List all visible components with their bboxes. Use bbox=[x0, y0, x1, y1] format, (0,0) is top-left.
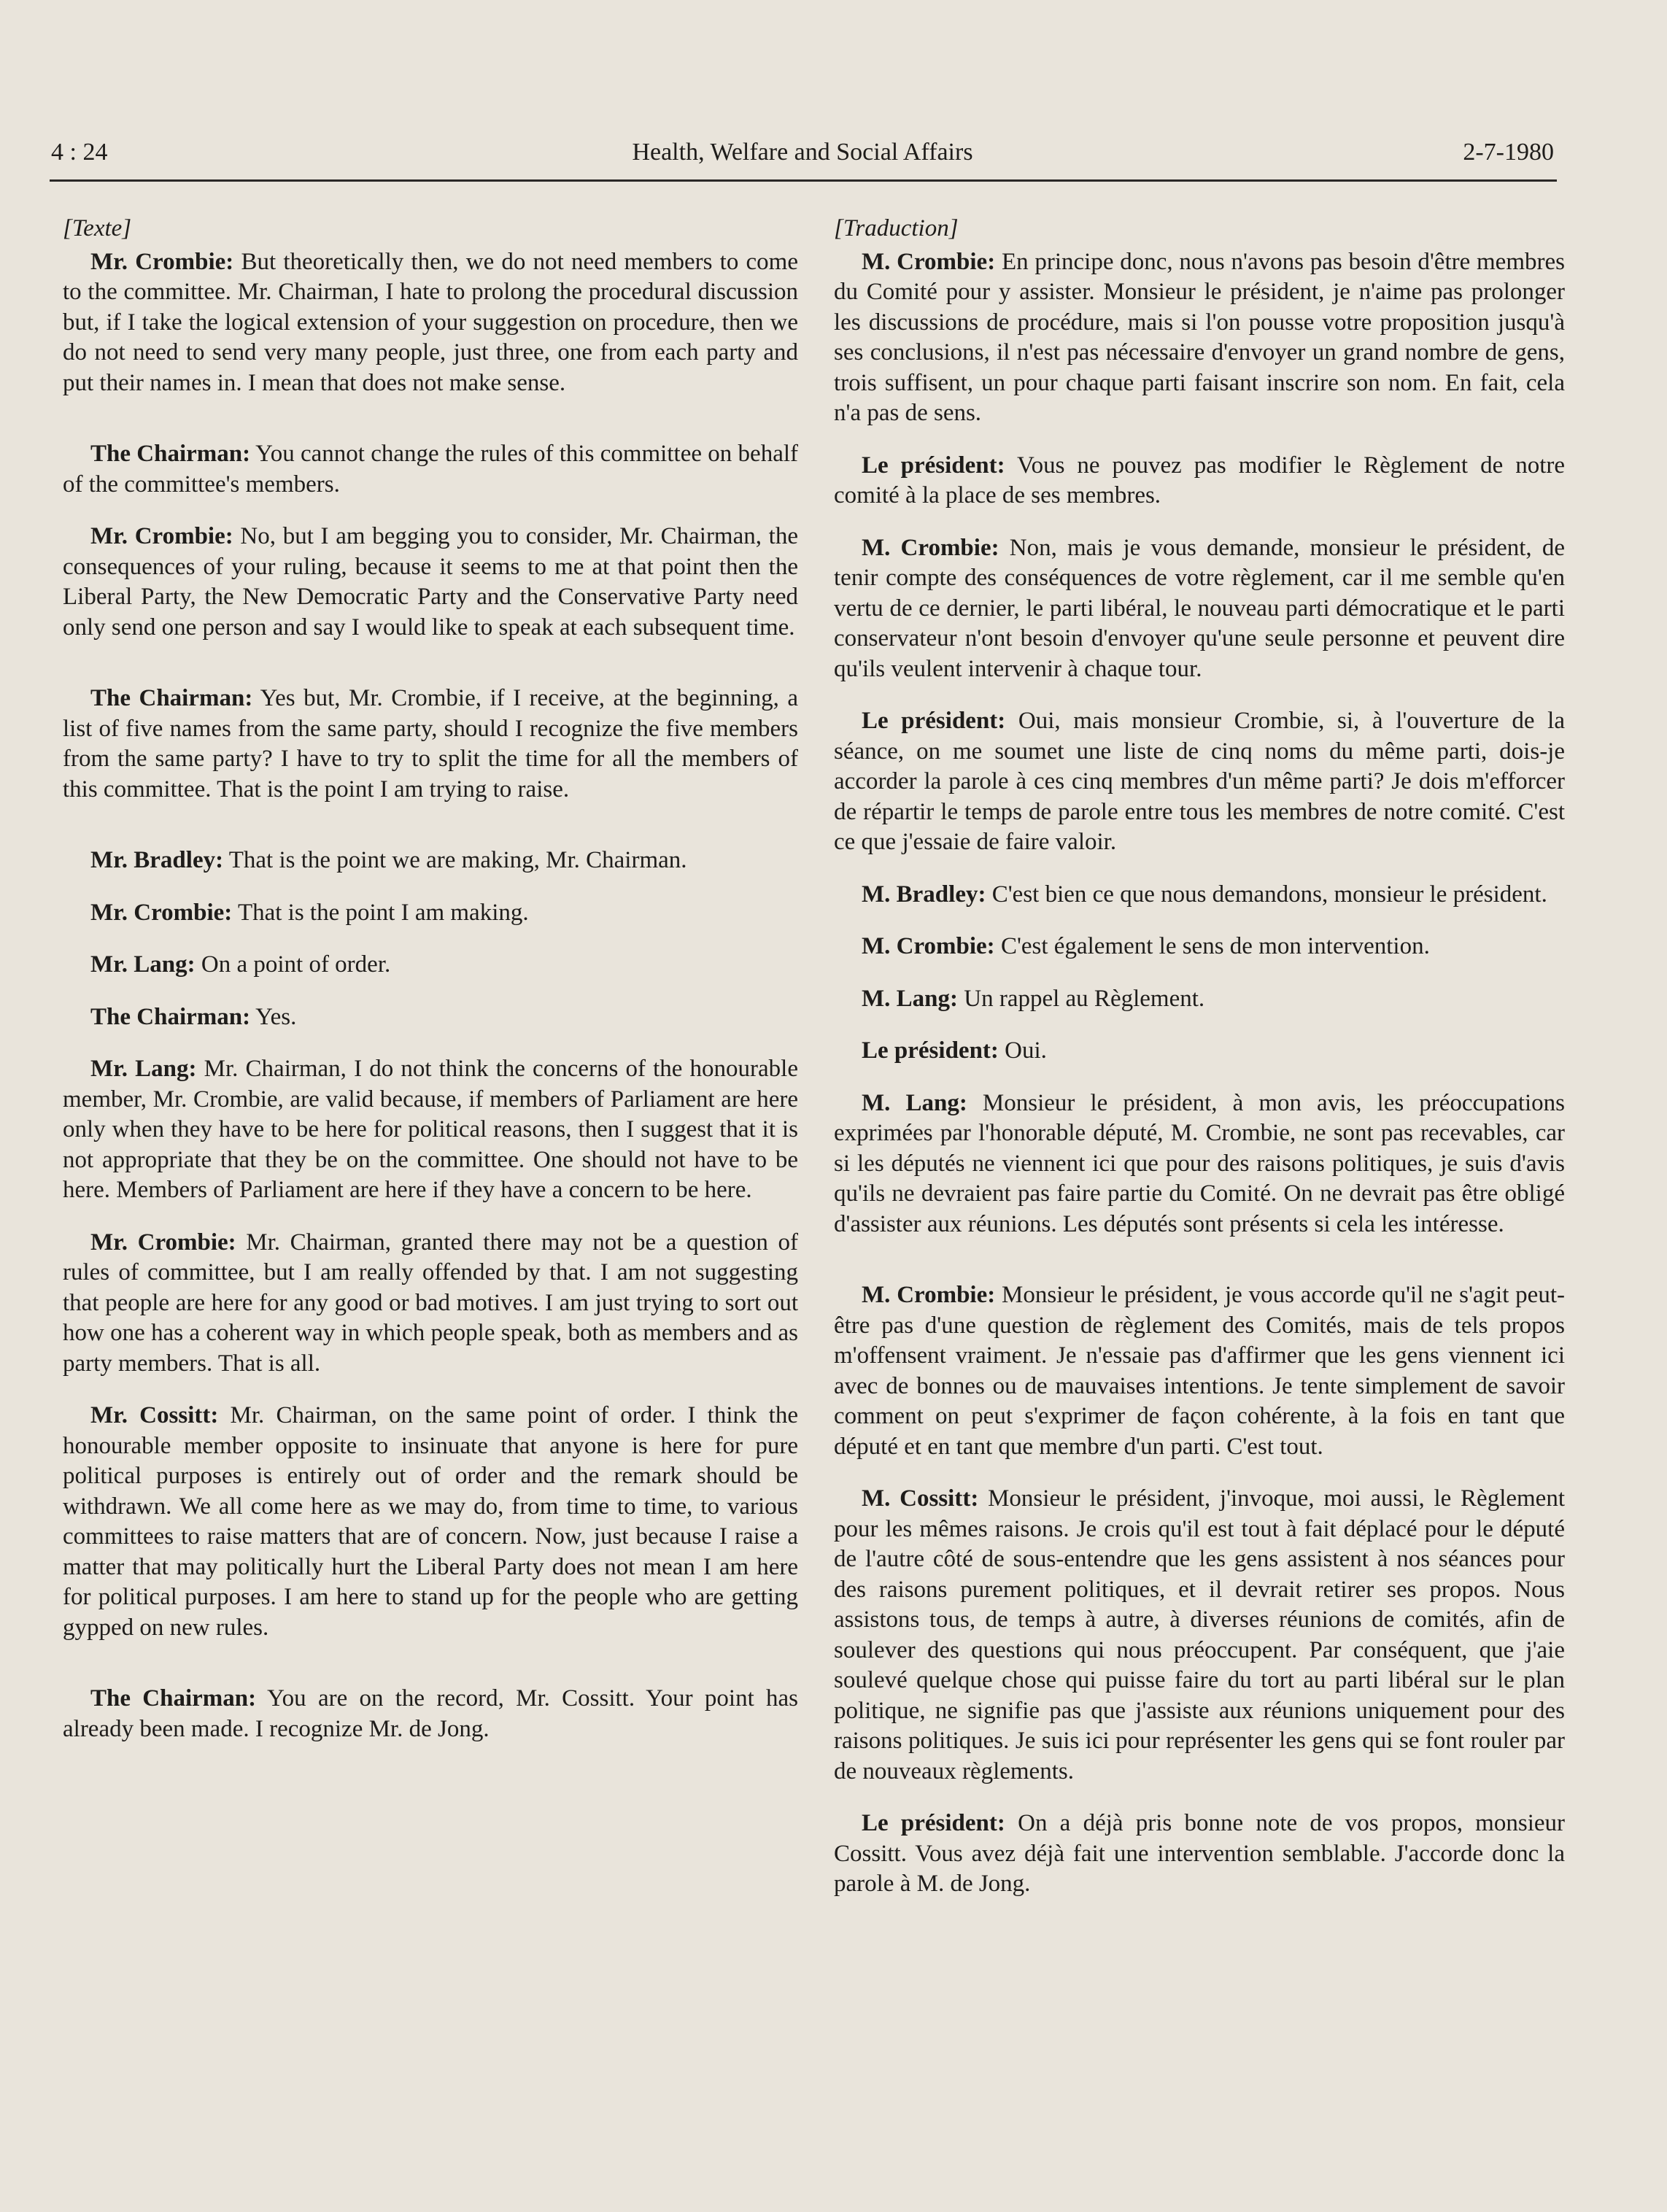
speaker-name: Mr. Crombie: bbox=[90, 899, 233, 926]
publication-title: Health, Welfare and Social Affairs bbox=[632, 139, 973, 166]
speech-text: C'est également le sens de mon intervention. bbox=[994, 933, 1430, 959]
french-paragraph bbox=[834, 533, 1565, 685]
page-number: 4 : 24 bbox=[51, 139, 108, 166]
speaker-name: Le président: bbox=[862, 708, 1006, 734]
speech-text: That is the point I am making. bbox=[232, 899, 529, 926]
speech-text: Mr. Chairman, I do not think the concerns of the honourable member, Mr. Crombie, are valid because, if members of Parliament are here only when they have to be here for political reasons, then I suggest that it is not appropriate that they be on the committee. One should not have to be here. Members of Parliament are here if they have a concern to be here. bbox=[63, 1056, 798, 1203]
page-header bbox=[51, 139, 1554, 174]
speaker-name: Le président: bbox=[862, 1810, 1005, 1836]
speech-text: Monsieur le président, je vous accorde qu'il ne s'agit peut-être pas d'une question de règlement des Comités, mais de tels propos m'offensent vraiment. Je n'essaie pas d'affirmer que les gens viennent ici avec de bonnes ou de mauvaises intentions. Je tente simplement de savoir comment on peut s'exprimer de façon cohérente, à la fois en tant que député et en tant que membre d'un parti. C'est tout. bbox=[834, 1282, 1565, 1460]
speech-text: On a déjà pris bonne note de vos propos, monsieur Cossitt. Vous avez déjà fait une intervention semblable. J'accorde donc la parole à M. de Jong. bbox=[834, 1810, 1565, 1897]
speaker-name: Mr. Crombie: bbox=[90, 1229, 236, 1256]
english-paragraph bbox=[63, 898, 798, 929]
english-paragraph bbox=[63, 950, 798, 981]
english-column-tag: [Texte] bbox=[63, 215, 132, 241]
speech-text: You are on the record, Mr. Cossitt. Your point has already been made. I recognize Mr. de Jong. bbox=[63, 1685, 798, 1742]
french-paragraph bbox=[834, 247, 1565, 429]
speaker-name: M. Lang: bbox=[862, 1089, 967, 1116]
speaker-name: M. Crombie: bbox=[862, 1282, 996, 1308]
speech-text: But theoretically then, we do not need members to come to the committee. Mr. Chairman, I hate to prolong the procedural discussion but, if I take the logical extension of your suggestion on procedure, then we do not need to send very many people, just three, one from each party and put their names in. I mean that does not make sense. bbox=[63, 248, 798, 396]
speech-text: Mr. Chairman, granted there may not be a question of rules of committee, but I am really offended by that. I am not suggesting that people are here for any good or bad motives. I am just trying to sort out how one has a coherent way in which people speak, both as members and as party members. That is all. bbox=[63, 1229, 799, 1377]
english-paragraph bbox=[63, 1002, 798, 1033]
speaker-name: Le président: bbox=[862, 452, 1005, 479]
speech-text: On a point of order. bbox=[195, 951, 391, 978]
french-paragraph bbox=[834, 1036, 1565, 1067]
speech-text: Monsieur le président, à mon avis, les préoccupations exprimées par l'honorable député, M. Crombie, ne sont pas recevables, car si les députés ne viennent ici que pour des raisons politiques, je suis d'avis qu'ils ne devraient pas faire partie du Comité. On ne devrait pas être obligé d'assister aux réunions. Les députés sont présents si cela les intéresse. bbox=[834, 1089, 1566, 1237]
english-paragraph bbox=[63, 1684, 798, 1744]
speech-text: Monsieur le président, j'invoque, moi aussi, le Règlement pour les mêmes raisons. Je crois qu'il est tout à fait déplacé pour le député de l'autre côté de sous-entendre que les gens assistent à nos séances pour des raisons purement politiques, et il devrait retirer ses propos. Nous assistons tous, de temps à autre, à diverses réunions de comités, afin de soulever des questions qui nous préoccupent. Par conséquent, que j'aie soulevé quelque chose qui puisse faire du tort au parti libéral sur le plan politique, ne signifie pas que j'assiste aux réunions uniquement pour des raisons politiques. Je suis ici pour représenter les gens qui se font rouler par de nouveaux règlements. bbox=[834, 1485, 1565, 1784]
speaker-name: M. Bradley: bbox=[862, 881, 986, 908]
french-paragraph bbox=[834, 706, 1565, 858]
speech-text: Vous ne pouvez pas modifier le Règlement de notre comité à la place de ses membres. bbox=[834, 452, 1565, 508]
english-paragraph bbox=[63, 1401, 798, 1643]
speaker-name: The Chairman: bbox=[90, 1003, 251, 1030]
speech-text: Non, mais je vous demande, monsieur le président, de tenir compte des conséquences de votre règlement, car il me semble qu'en vertu de ce dernier, le parti libéral, le nouveau parti démocratique et le parti conservateur n'ont besoin d'envoyer qu'une seule personne et peuvent dire qu'ils veulent intervenir à chaque tour. bbox=[834, 534, 1565, 682]
english-paragraph bbox=[63, 846, 798, 876]
french-paragraph bbox=[834, 880, 1565, 910]
speaker-name: The Chairman: bbox=[90, 1685, 257, 1712]
speaker-name: The Chairman: bbox=[90, 685, 253, 711]
speaker-name: M. Crombie: bbox=[862, 248, 996, 275]
speaker-name: Mr. Lang: bbox=[90, 951, 196, 978]
speaker-name: Mr. Cossitt: bbox=[90, 1402, 219, 1428]
speech-text: Yes but, Mr. Crombie, if I receive, at the beginning, a list of five names from the same party, should I recognize the five members from the same party? I have to try to split the time for all the members of this committee. That is the point I am trying to raise. bbox=[63, 685, 798, 803]
french-paragraph bbox=[834, 1088, 1565, 1240]
french-paragraph bbox=[834, 984, 1565, 1015]
english-paragraph bbox=[63, 439, 798, 500]
french-paragraph bbox=[834, 1280, 1565, 1462]
english-paragraph bbox=[63, 1054, 798, 1206]
speech-text: Oui. bbox=[998, 1037, 1047, 1064]
speech-text: Mr. Chairman, on the same point of order. I think the honourable member opposite to insinuate that anyone is here for pure political purposes is entirely out of order and the remark should be withdrawn. We all come here as we may do, from time to time, to various committees to raise matters that are of concern. Now, just because I raise a matter that may politically hurt the Liberal Party does not mean I am here for political purposes. I am here to stand up for the people who are getting gypped on new rules. bbox=[63, 1402, 798, 1641]
french-paragraph bbox=[834, 451, 1565, 511]
french-paragraph bbox=[834, 1484, 1565, 1787]
speaker-name: The Chairman: bbox=[90, 441, 251, 467]
speaker-name: Mr. Bradley: bbox=[90, 847, 224, 873]
speaker-name: Mr. Crombie: bbox=[90, 523, 233, 549]
speaker-name: M. Crombie: bbox=[862, 933, 995, 959]
speaker-name: M. Lang: bbox=[862, 985, 958, 1012]
french-column-tag: [Traduction] bbox=[834, 215, 959, 241]
english-column bbox=[63, 214, 798, 1766]
speaker-name: Le président: bbox=[862, 1037, 999, 1064]
speaker-name: M. Cossitt: bbox=[862, 1485, 979, 1512]
header-rule bbox=[50, 179, 1557, 182]
speaker-name: Mr. Lang: bbox=[90, 1056, 197, 1082]
speech-text: En principe donc, nous n'avons pas besoin d'être membres du Comité pour y assister. Monsieur le président, je n'aime pas prolonger les discussions de procédure, mais si l'on pousse votre proposition jusqu'à ses conclusions, il n'est pas nécessaire d'envoyer un grand nombre de gens, trois suffisent, un pour chaque parti faisant inscrire son nom. En fait, cela n'a pas de sens. bbox=[834, 248, 1565, 426]
english-paragraph bbox=[63, 247, 798, 399]
english-paragraph bbox=[63, 1228, 798, 1380]
speech-text: Yes. bbox=[250, 1003, 297, 1030]
speech-text: Oui, mais monsieur Crombie, si, à l'ouverture de la séance, on me soumet une liste de cinq noms du même parti, dois-je accorder la parole à ces cinq membres d'un même parti? Je dois m'efforcer de répartir le temps de parole entre tous les membres de notre comité. C'est ce que j'essaie de faire valoir. bbox=[834, 708, 1565, 855]
speaker-name: M. Crombie: bbox=[862, 534, 999, 561]
speech-text: You cannot change the rules of this committee on behalf of the committee's members. bbox=[63, 441, 798, 498]
speech-text: C'est bien ce que nous demandons, monsieur le président. bbox=[986, 881, 1547, 908]
speaker-name: Mr. Crombie: bbox=[90, 248, 234, 275]
speech-text: No, but I am begging you to consider, Mr. Chairman, the consequences of your ruling, because it seems to me at that point then the Liberal Party, the New Democratic Party and the Conservative Party need only send one person and say I would like to speak at each subsequent time. bbox=[63, 523, 799, 641]
speech-text: Un rappel au Règlement. bbox=[958, 985, 1205, 1012]
english-paragraph bbox=[63, 684, 798, 805]
english-paragraph bbox=[63, 522, 798, 643]
french-paragraph bbox=[834, 932, 1565, 962]
french-paragraph bbox=[834, 1809, 1565, 1900]
speech-text: That is the point we are making, Mr. Chairman. bbox=[223, 847, 687, 873]
french-column bbox=[834, 214, 1565, 1922]
meeting-date: 2-7-1980 bbox=[1463, 139, 1554, 166]
